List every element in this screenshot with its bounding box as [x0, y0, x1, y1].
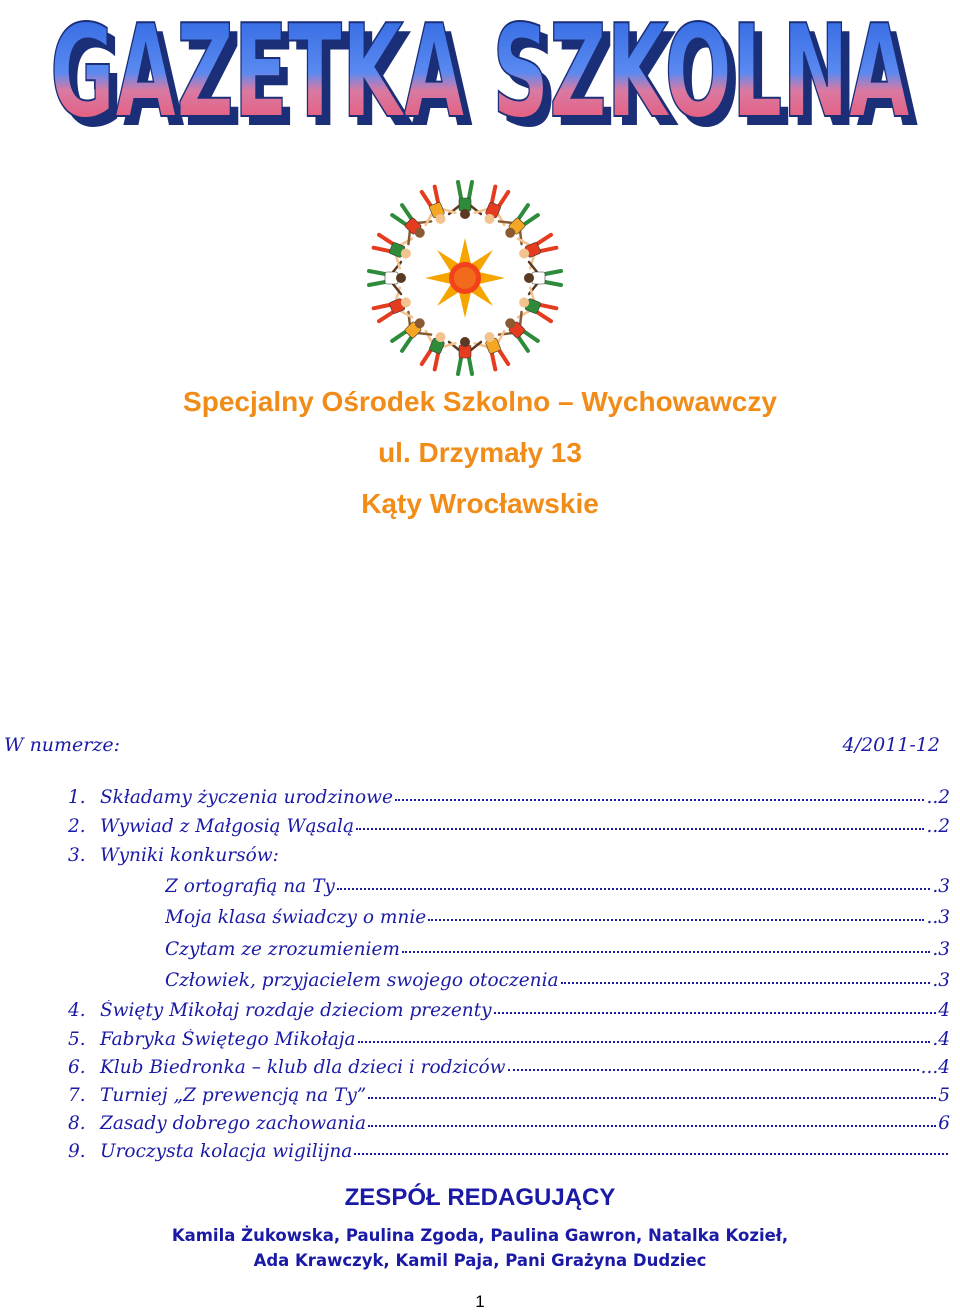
- toc-item-number: 9.: [68, 1141, 86, 1162]
- school-city: Kąty Wrocławskie: [361, 488, 599, 519]
- school-name: Specjalny Ośrodek Szkolno – Wychowawczy: [183, 386, 777, 417]
- toc-item-title: Czytam ze zrozumieniem: [165, 939, 400, 960]
- dot-leader: [561, 982, 931, 984]
- toc-item: [68, 1000, 950, 1021]
- team-members-line-1: Kamila Żukowska, Paulina Zgoda, Paulina Gawron, Natalka Kozieł,: [171, 1226, 789, 1245]
- toc-item: [68, 1057, 950, 1078]
- toc-item-title: Człowiek, przyjacielem swojego otoczenia: [165, 970, 559, 991]
- toc-item: [68, 1085, 950, 1106]
- toc-item-title: Składamy życzenia urodzinowe: [100, 787, 393, 808]
- toc-item-title: Klub Biedronka – klub dla dzieci i rodziców: [100, 1057, 506, 1078]
- dot-leader: [337, 888, 930, 890]
- dot-leader: [368, 1097, 936, 1099]
- toc-item-page: 4: [938, 1000, 950, 1021]
- team-members-line-2: Ada Krawczyk, Kamil Paja, Pani Grażyna Dudziec: [253, 1251, 707, 1270]
- toc-item-page: ..2: [926, 816, 950, 837]
- toc-item-title: Uroczysta kolacja wigilijna: [100, 1141, 353, 1162]
- toc-item-title: Święty Mikołaj rozdaje dzieciom prezenty: [100, 1000, 492, 1021]
- toc-item-title: Z ortografią na Ty: [165, 876, 335, 897]
- toc-item-page: ..3: [926, 907, 950, 928]
- toc-item-page: .4: [932, 1029, 950, 1050]
- issue-number: 4/2011-12: [842, 734, 940, 756]
- dot-leader: [494, 1012, 937, 1014]
- toc-item-number: 6.: [68, 1057, 86, 1078]
- toc-item-number: 3.: [68, 845, 86, 866]
- toc-item-page: .3: [932, 939, 950, 960]
- sun-icon: [425, 238, 505, 318]
- toc-item-title: Wywiad z Małgosią Wąsalą: [100, 816, 354, 837]
- toc-item-page: ...4: [920, 1057, 950, 1078]
- dot-leader: [356, 828, 924, 830]
- toc-item-number: 2.: [68, 816, 86, 837]
- dot-leader: [508, 1069, 919, 1071]
- toc-item: [165, 970, 950, 991]
- toc-item: [165, 876, 950, 897]
- toc-item-page: 5: [938, 1085, 950, 1106]
- toc-item-page: 6: [938, 1113, 950, 1134]
- toc-item-title: Zasady dobrego zachowania: [100, 1113, 366, 1134]
- toc-item-number: 4.: [68, 1000, 86, 1021]
- toc-item-title: Wyniki konkursów:: [100, 845, 279, 866]
- toc-item-page: .3: [932, 970, 950, 991]
- dot-leader: [368, 1125, 936, 1127]
- toc-item-number: 1.: [68, 787, 86, 808]
- toc-item: [165, 907, 950, 928]
- svg-text:GAZETKA SZKOLNA: GAZETKA SZKOLNA: [58, 7, 918, 140]
- toc-item: [165, 939, 950, 960]
- contents-heading: W numerze:: [4, 734, 121, 756]
- toc-item: [68, 1141, 950, 1162]
- toc-item-number: 7.: [68, 1085, 86, 1106]
- masthead-title: [0, 0, 960, 140]
- dot-leader: [395, 799, 925, 801]
- toc-item-title: Moja klasa świadczy o mnie: [165, 907, 427, 928]
- toc-item-title: Fabryka Świętego Mikołaja: [100, 1029, 356, 1050]
- toc-item-number: 5.: [68, 1029, 86, 1050]
- school-street: ul. Drzymały 13: [378, 437, 582, 468]
- toc-item: [68, 845, 279, 866]
- toc-item-title: Turniej „Z prewencją na Ty”: [100, 1085, 367, 1106]
- dot-leader: [358, 1041, 931, 1043]
- dot-leader: [428, 919, 924, 921]
- team-title: ZESPÓŁ REDAGUJĄCY: [344, 1184, 616, 1211]
- toc-item: [68, 816, 950, 837]
- svg-text:GAZETKA SZKOLNA: GAZETKA SZKOLNA: [50, 0, 910, 140]
- toc-item: [68, 787, 950, 808]
- children-sun-emblem: [355, 168, 575, 388]
- toc-item: [68, 1029, 950, 1050]
- page-number: 1: [475, 1292, 485, 1311]
- toc-item-page: ..2: [926, 787, 950, 808]
- dot-leader: [354, 1153, 948, 1155]
- toc-item-page: .3: [932, 876, 950, 897]
- toc-item: [68, 1113, 950, 1134]
- dot-leader: [402, 951, 930, 953]
- toc-item-number: 8.: [68, 1113, 86, 1134]
